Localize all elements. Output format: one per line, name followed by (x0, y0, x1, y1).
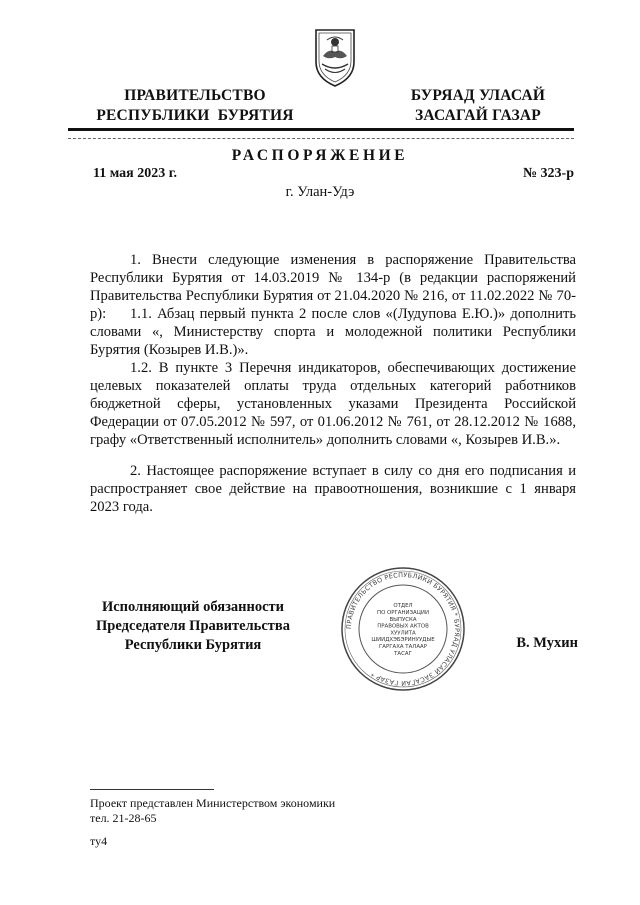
header-right-line2: ЗАСАГАЙ ГАЗАР (415, 107, 541, 124)
header-left-line1: ПРАВИТЕЛЬСТВО (124, 87, 266, 104)
paragraph-1-2: 1.2. В пункте 3 Перечня индикаторов, обеспечивающих достижение целевых показателей оплаты труда отдельных категорий работников бюджетной сферы, установленных указами Президента Российской Федерации от 07.05.2012 № 597, от 01.06.2012 № 761, от 28.12.2012 № 1688, графу «Ответственный исполнитель» дополнить словами «, Козырев И.В.». (90, 360, 576, 448)
footer-code: ту4 (90, 834, 108, 848)
stamp-center-line: ГАРГАХА ТАЛААР (379, 644, 427, 650)
header-left (88, 86, 302, 126)
stamp-center-line: ОТДЕЛ (393, 603, 413, 610)
stamp-center-line: ШИИДХЭБЭРИНУУДЫЕ (371, 637, 435, 644)
header-left-line2: РЕСПУБЛИКИ БУРЯТИЯ (96, 107, 294, 124)
stamp-ring-text: ПРАВИТЕЛЬСТВО РЕСПУБЛИКИ БУРЯТИЯ * БУРЯАД УЛАСАЙ ЗАСАГАЙ ГАЗАР * (344, 570, 462, 688)
stamp-center-line: ПО ОРГАНИЗАЦИИ (377, 610, 429, 616)
coat-of-arms-icon (313, 26, 357, 88)
signatory-name: В. Мухин (516, 635, 578, 651)
document-date: 11 мая 2023 г. (93, 166, 178, 181)
footer-phone: тел. 21-28-65 (90, 811, 157, 825)
official-stamp-icon (340, 566, 466, 692)
stamp-center-line: ХУУЛИТА (390, 630, 416, 637)
stamp-center-line: ВЫПУСКА (389, 616, 417, 623)
signature-line1: Исполняющий обязанности (101, 599, 285, 615)
document-number: № 323-р (522, 166, 574, 181)
signature-line2: Председателя Правительства (96, 618, 290, 634)
paragraph-1-1: 1.1. Абзац первый пункта 2 после слов «(Лудупова Е.Ю.)» дополнить словами «, Министерству спорта и молодежной политики Республики Бурятия (Козырев И.В.)». (90, 306, 576, 358)
signature-line3: Республики Бурятия (124, 637, 262, 653)
header-right (384, 86, 572, 126)
footer-note: Проект представлен Министерством экономики (90, 796, 336, 810)
stamp-center-line: ПРАВОВЫХ АКТОВ (377, 623, 429, 630)
paragraph-2: 2. Настоящее распоряжение вступает в силу со дня его подписания и распространяет свое действие на правоотношения, возникшие с 1 января 2023 года. (90, 463, 576, 515)
stamp-center-line: ТАСАГ (394, 650, 412, 657)
paragraph-1: 1. Внести следующие изменения в распоряжение Правительства Республики Бурятия от 14.03.2019 № 134-р (в редакции распоряжений Правительства Республики Бурятия от 21.04.2020 № 216, от 11.02.2022 № 70-р): (90, 252, 576, 322)
document-city: г. Улан-Удэ (285, 184, 355, 200)
document-title: РАСПОРЯЖЕНИЕ (231, 147, 409, 164)
signature-block (88, 598, 298, 655)
header-dotted-rule (68, 138, 574, 139)
footer-rule (90, 789, 214, 790)
header-right-line1: БУРЯАД УЛАСАЙ (410, 87, 546, 104)
header-rule (68, 128, 574, 131)
